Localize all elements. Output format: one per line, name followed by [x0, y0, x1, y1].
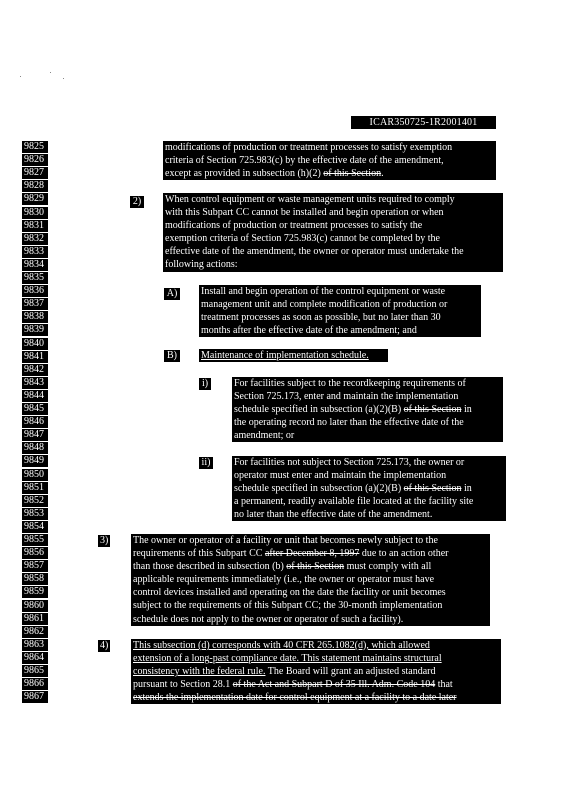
text-segment: with this Subpart CC cannot be installed and begin operation or when	[165, 207, 444, 219]
struck-text: of this Section	[403, 483, 462, 495]
text-line	[232, 495, 506, 508]
scan-speck	[63, 78, 64, 79]
text-segment: must comply with all	[344, 561, 432, 573]
paragraph-2A	[199, 285, 481, 337]
text-line	[131, 560, 490, 573]
text-line	[131, 573, 490, 586]
struck-text: of this Section	[323, 168, 382, 180]
line-number: 9841	[22, 351, 48, 363]
text-segment: When control equipment or waste management units required to comply	[165, 194, 455, 205]
text-segment: management unit and complete modification of production or	[201, 299, 448, 311]
text-segment: operator must enter and maintain the implementation	[234, 470, 447, 482]
line-number: 9838	[22, 311, 48, 323]
text-line	[163, 154, 496, 167]
line-number: 9836	[22, 285, 48, 297]
line-number: 9843	[22, 377, 48, 389]
text-segment: schedule specified in subsection (a)(2)(B)	[234, 404, 404, 416]
line-number: 9829	[22, 193, 48, 205]
text-line	[163, 245, 503, 258]
line-number: 9856	[22, 547, 48, 559]
text-line	[232, 508, 506, 521]
line-number: 9833	[22, 246, 48, 258]
line-number: 9864	[22, 652, 48, 664]
line-number: 9845	[22, 403, 48, 415]
line-number: 9846	[22, 416, 48, 428]
line-number: 9848	[22, 442, 48, 454]
text-line	[131, 613, 490, 626]
text-segment: .	[381, 168, 384, 180]
text-line	[163, 167, 496, 180]
line-number: 9827	[22, 167, 48, 179]
scan-speck	[20, 76, 21, 77]
text-line	[199, 349, 388, 362]
line-number: 9862	[22, 626, 48, 638]
text-segment: except as provided in subsection (h)(2)	[165, 168, 324, 180]
marker-B: B)	[164, 350, 180, 362]
line-number: 9867	[22, 691, 48, 703]
paragraph-2	[163, 193, 503, 272]
paragraph-2Bii	[232, 456, 506, 521]
text-segment: schedule specified in subsection (a)(2)(B)	[234, 483, 404, 495]
line-number: 9842	[22, 364, 48, 376]
line-number: 9837	[22, 298, 48, 310]
line-number: 9854	[22, 521, 48, 533]
line-number: 9861	[22, 613, 48, 625]
scan-speck	[50, 72, 51, 73]
text-segment: than those described in subsection (b)	[133, 561, 287, 573]
text-line	[163, 219, 503, 232]
text-line	[131, 586, 490, 599]
text-segment: For facilities not subject to Section 725.173, the owner or	[234, 457, 465, 468]
underlined-text: consistency with the federal rule.	[133, 666, 266, 678]
line-number: 9832	[22, 233, 48, 245]
text-line	[131, 652, 501, 665]
text-line	[232, 456, 506, 469]
text-line	[131, 665, 501, 678]
line-number: 9855	[22, 534, 48, 546]
text-line	[131, 639, 501, 652]
line-number: 9830	[22, 207, 48, 219]
text-line	[131, 678, 501, 691]
line-number: 9835	[22, 272, 48, 284]
text-segment: Section 725.173, enter and maintain the implementation	[234, 391, 459, 403]
line-number: 9828	[22, 180, 48, 192]
struck-text: of this Section	[286, 561, 345, 573]
paragraph-3	[131, 534, 490, 626]
text-line	[163, 206, 503, 219]
text-line	[232, 390, 503, 403]
text-segment: applicable requirements immediately (i.e., the owner or operator must have	[133, 574, 435, 586]
text-line	[232, 377, 503, 390]
line-number: 9840	[22, 338, 48, 350]
line-number: 9851	[22, 482, 48, 494]
paragraph-2Bi	[232, 377, 503, 442]
marker-i: i)	[199, 378, 211, 390]
text-line	[232, 429, 503, 442]
text-line	[199, 324, 481, 337]
line-number: 9858	[22, 573, 48, 585]
line-number: 9847	[22, 429, 48, 441]
text-segment: subject to the requirements of this Subpart CC; the 30-month implementation	[133, 600, 443, 612]
line-number: 9857	[22, 560, 48, 572]
text-segment: The Board will grant an adjusted standard	[265, 666, 436, 678]
underlined-text: extension of a long-past compliance date. This statement maintains structural	[133, 653, 442, 665]
marker-ii: ii)	[199, 457, 213, 469]
text-line	[199, 285, 481, 298]
text-segment: requirements of this Subpart CC	[133, 548, 265, 560]
underlined-text: Maintenance of implementation schedule.	[201, 350, 369, 361]
line-number: 9863	[22, 639, 48, 651]
line-number: 9850	[22, 469, 48, 481]
line-number: 9831	[22, 220, 48, 232]
underlined-text: This subsection (d) corresponds with 40 CFR 265.1082(d), which allowed	[133, 640, 430, 651]
text-line	[131, 599, 490, 612]
paragraph-1-continuation	[163, 141, 496, 180]
text-segment: control devices installed and operating on the date the facility or unit becomes	[133, 587, 446, 599]
struck-text: extends the implementation date for control equipment at a facility to a date later	[133, 692, 457, 704]
text-segment: criteria of Section 725.983(c) by the effective date of the amendment,	[165, 155, 444, 167]
line-number: 9859	[22, 586, 48, 598]
text-segment: following actions:	[165, 259, 238, 271]
paragraph-2B-heading	[199, 349, 388, 362]
text-segment: modifications of production or treatment processes to satisfy exemption	[165, 142, 453, 153]
line-number: 9853	[22, 508, 48, 520]
line-number: 9849	[22, 455, 48, 467]
line-number: 9839	[22, 324, 48, 336]
text-line	[199, 298, 481, 311]
text-segment: the operating record no later than the effective date of the	[234, 417, 464, 429]
line-number: 9844	[22, 390, 48, 402]
text-segment: pursuant to Section 28.1	[133, 679, 233, 691]
line-number: 9852	[22, 495, 48, 507]
marker-4: 4)	[100, 640, 109, 651]
text-segment: that	[435, 679, 453, 691]
text-line	[232, 416, 503, 429]
document-id: ICAR350725-1R2001401	[351, 116, 496, 129]
text-line	[131, 534, 490, 547]
text-segment: amendment; or	[234, 430, 295, 442]
line-number: 9825	[22, 141, 48, 153]
text-segment: no later than the effective date of the amendment.	[234, 509, 433, 521]
text-line	[163, 141, 496, 154]
text-segment: due to an action other	[359, 548, 449, 560]
line-number: 9866	[22, 678, 48, 690]
text-line	[163, 258, 503, 271]
text-segment: in	[461, 404, 472, 416]
line-number: 9860	[22, 600, 48, 612]
marker-2: 2)	[130, 196, 144, 208]
line-number: 9826	[22, 154, 48, 166]
text-segment: schedule does not apply to the owner or operator of such a facility).	[133, 613, 404, 625]
text-line	[199, 311, 481, 324]
text-line	[131, 547, 490, 560]
text-line	[232, 403, 503, 416]
text-segment: The owner or operator of a facility or unit that becomes newly subject to the	[133, 535, 438, 546]
text-segment: For facilities subject to the recordkeeping requirements of	[234, 378, 466, 389]
text-line	[232, 482, 506, 495]
struck-text: of the Act and Subpart D of 35 Ill. Adm. Code 104	[232, 679, 436, 691]
text-segment: modifications of production or treatment processes to satisfy the	[165, 220, 423, 232]
text-line	[131, 691, 501, 704]
struck-text: after December 8, 1997	[264, 548, 360, 560]
text-segment: in	[461, 483, 472, 495]
text-line	[232, 469, 506, 482]
marker-3: 3)	[100, 535, 109, 546]
paragraph-4	[131, 639, 501, 704]
struck-text: of this Section	[403, 404, 462, 416]
text-segment: Install and begin operation of the control equipment or waste	[201, 286, 446, 297]
text-line	[163, 193, 503, 206]
text-segment: exemption criteria of Section 725.983(c) cannot be completed by the	[165, 233, 440, 245]
text-segment: a permanent, readily available file located at the facility site	[234, 496, 474, 508]
line-number: 9834	[22, 259, 48, 271]
marker-A: A)	[164, 288, 180, 300]
line-number: 9865	[22, 665, 48, 677]
text-segment: treatment processes as soon as possible, but no later than 30	[201, 312, 441, 324]
text-segment: effective date of the amendment, the owner or operator must undertake the	[165, 246, 464, 258]
text-segment: months after the effective date of the amendment; and	[201, 325, 417, 337]
text-line	[163, 232, 503, 245]
